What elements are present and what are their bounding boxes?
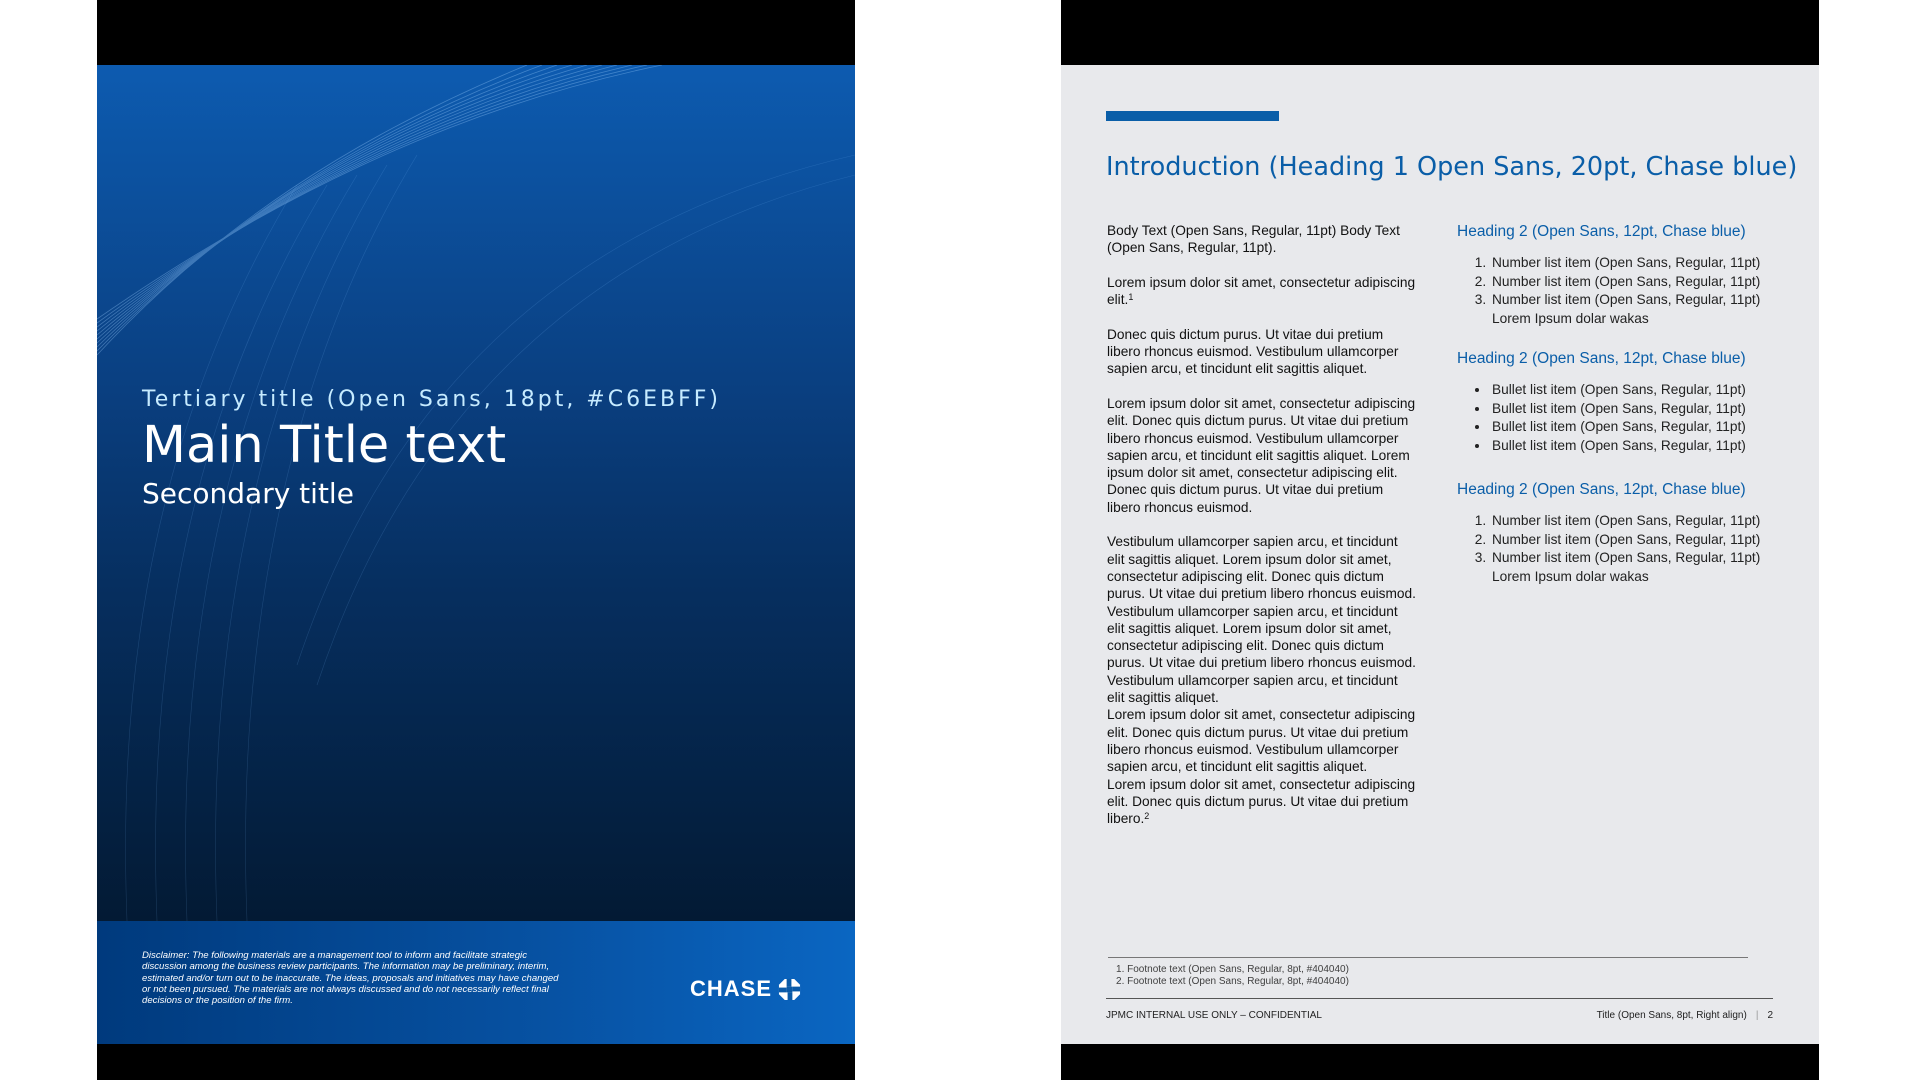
heading-1: Introduction (Heading 1 Open Sans, 20pt, Chase blue) bbox=[1106, 152, 1798, 182]
paragraph-text: Lorem ipsum dolor sit amet, consectetur adipiscing elit. Donec quis dictum purus. Ut vitae dui pretium libero. bbox=[1107, 776, 1416, 827]
main-title: Main Title text bbox=[142, 416, 507, 475]
list-item: • Bullet list item (Open Sans, Regular, 11pt) bbox=[1490, 381, 1797, 400]
chase-logo bbox=[690, 976, 801, 1002]
footnote-divider bbox=[1108, 957, 1748, 958]
lists-column bbox=[1457, 223, 1797, 608]
footnote: 1. Footnote text (Open Sans, Regular, 8pt, #404040) bbox=[1116, 964, 1349, 975]
cover-page bbox=[97, 0, 855, 1080]
body-paragraph: Lorem ipsum dolor sit amet, consectetur adipiscing elit. Donec quis dictum purus. Ut vitae dui pretium libero rhoncus euismod. Vestibulum ullamcorper sapien arcu, et tincidunt elit sagittis aliquet. bbox=[1107, 707, 1416, 775]
confidentiality-label: JPMC INTERNAL USE ONLY – CONFIDENTIAL bbox=[1106, 1010, 1322, 1021]
footnote: 2. Footnote text (Open Sans, Regular, 8pt, #404040) bbox=[1116, 975, 1349, 987]
footer-separator: | bbox=[1755, 1010, 1759, 1021]
accent-bar bbox=[1106, 111, 1279, 121]
list-item: 2. Number list item (Open Sans, Regular, 11pt) bbox=[1490, 273, 1797, 292]
numbered-list bbox=[1457, 254, 1797, 328]
paragraph-text: Lorem ipsum dolor sit amet, consectetur adipiscing elit. bbox=[1107, 274, 1416, 308]
footnote-number: 1 bbox=[1116, 964, 1122, 975]
body-paragraph: Donec quis dictum purus. Ut vitae dui pretium libero rhoncus euismod. Vestibulum ullamcorper sapien arcu, et tincidunt elit sagittis aliquet. bbox=[1107, 326, 1399, 377]
logo-wordmark: CHASE bbox=[690, 976, 773, 1001]
footnote-text: Footnote text (Open Sans, Regular, 8pt, #404040) bbox=[1127, 964, 1349, 975]
page-footer-right bbox=[1597, 1010, 1773, 1021]
numbered-list bbox=[1457, 512, 1797, 586]
footer-title: Title (Open Sans, 8pt, Right align) bbox=[1596, 1010, 1747, 1021]
bullet-list bbox=[1457, 381, 1797, 455]
body-paragraph: Lorem ipsum dolor sit amet, consectetur adipiscing elit. Donec quis dictum purus. Ut vitae dui pretium libero rhoncus euismod. Vestibulum ullamcorper sapien arcu, et tincidunt elit sagittis aliquet. Lorem ipsum dolor sit amet, consectetur adipiscing elit. Donec quis dictum purus. Ut vitae dui pretium libero rhoncus euismod. bbox=[1107, 395, 1416, 515]
list-item bbox=[1490, 291, 1797, 328]
list-item: • Bullet list item (Open Sans, Regular, 11pt) bbox=[1490, 400, 1797, 419]
list-item-text: Number list item (Open Sans, Regular, 11pt) bbox=[1492, 550, 1761, 565]
list-item: • Bullet list item (Open Sans, Regular, 11pt) bbox=[1490, 437, 1797, 456]
page-number: 2 bbox=[1767, 1010, 1773, 1021]
footnote-text: Footnote text (Open Sans, Regular, 8pt, #404040) bbox=[1127, 975, 1349, 987]
footnote-number: 2 bbox=[1116, 975, 1122, 987]
heading-2: Heading 2 (Open Sans, 12pt, Chase blue) bbox=[1457, 481, 1746, 498]
body-text-column bbox=[1107, 222, 1417, 827]
body-paragraph: Body Text (Open Sans, Regular, 11pt) Body Text (Open Sans, Regular, 11pt). bbox=[1107, 223, 1400, 256]
footer-divider bbox=[1106, 998, 1773, 999]
body-paragraph: Vestibulum ullamcorper sapien arcu, et tincidunt elit sagittis aliquet. Lorem ipsum dolor sit amet, consectetur adipiscing elit. Donec quis dictum purus. Ut vitae dui pretium libero rhoncus euismod. Vestibulum ullamcorper sapien arcu, et tincidunt elit sagittis aliquet. Lorem ipsum dolor sit amet, consectetur adipiscing elit. Donec quis dictum purus. Ut vitae dui pretium libero rhoncus euismod. Vestibulum ullamcorper sapien arcu, et tincidunt elit sagittis aliquet. bbox=[1107, 534, 1416, 706]
inner-page bbox=[1061, 0, 1819, 1080]
footnotes bbox=[1116, 964, 1349, 987]
inner-page-body bbox=[1061, 65, 1819, 1044]
list-item: 1. Number list item (Open Sans, Regular, 11pt) bbox=[1490, 512, 1797, 531]
secondary-title: Secondary title bbox=[142, 477, 354, 510]
cover-footer bbox=[97, 921, 855, 1044]
body-paragraph bbox=[1107, 274, 1417, 309]
list-item: • Bullet list item (Open Sans, Regular, 11pt) bbox=[1490, 418, 1797, 437]
heading-2: Heading 2 (Open Sans, 12pt, Chase blue) bbox=[1457, 350, 1746, 367]
list-item bbox=[1490, 549, 1797, 586]
disclaimer-text: Disclaimer: The following materials are a management tool to inform and facilitate strategic discussion among the business review participants. The information may be preliminary, interim, estimated and/or turn out to be inaccurate. The ideas, proposals and initiatives may have changed or not been pursued. The materials are not always discussed and do not necessarily reflect final decisions or the position of the firm. bbox=[142, 950, 559, 1007]
footnote-mark: 2 bbox=[1144, 811, 1150, 822]
heading-2: Heading 2 (Open Sans, 12pt, Chase blue) bbox=[1457, 223, 1746, 240]
list-item-continuation: Lorem Ipsum dolar wakas bbox=[1492, 568, 1649, 584]
list-item: 1. Number list item (Open Sans, Regular, 11pt) bbox=[1490, 254, 1797, 273]
list-item-continuation: Lorem Ipsum dolar wakas bbox=[1492, 310, 1649, 326]
tertiary-title: Tertiary title (Open Sans, 18pt, #C6EBFF) bbox=[142, 387, 721, 412]
body-paragraph bbox=[1107, 776, 1417, 828]
footnote-mark: 1 bbox=[1128, 292, 1134, 303]
list-item-text: Number list item (Open Sans, Regular, 11pt) bbox=[1492, 292, 1761, 307]
chase-octagon-icon bbox=[778, 978, 801, 1001]
list-item: 2. Number list item (Open Sans, Regular, 11pt) bbox=[1490, 531, 1797, 550]
cover-background bbox=[97, 65, 855, 921]
cover-title-block bbox=[142, 387, 721, 510]
